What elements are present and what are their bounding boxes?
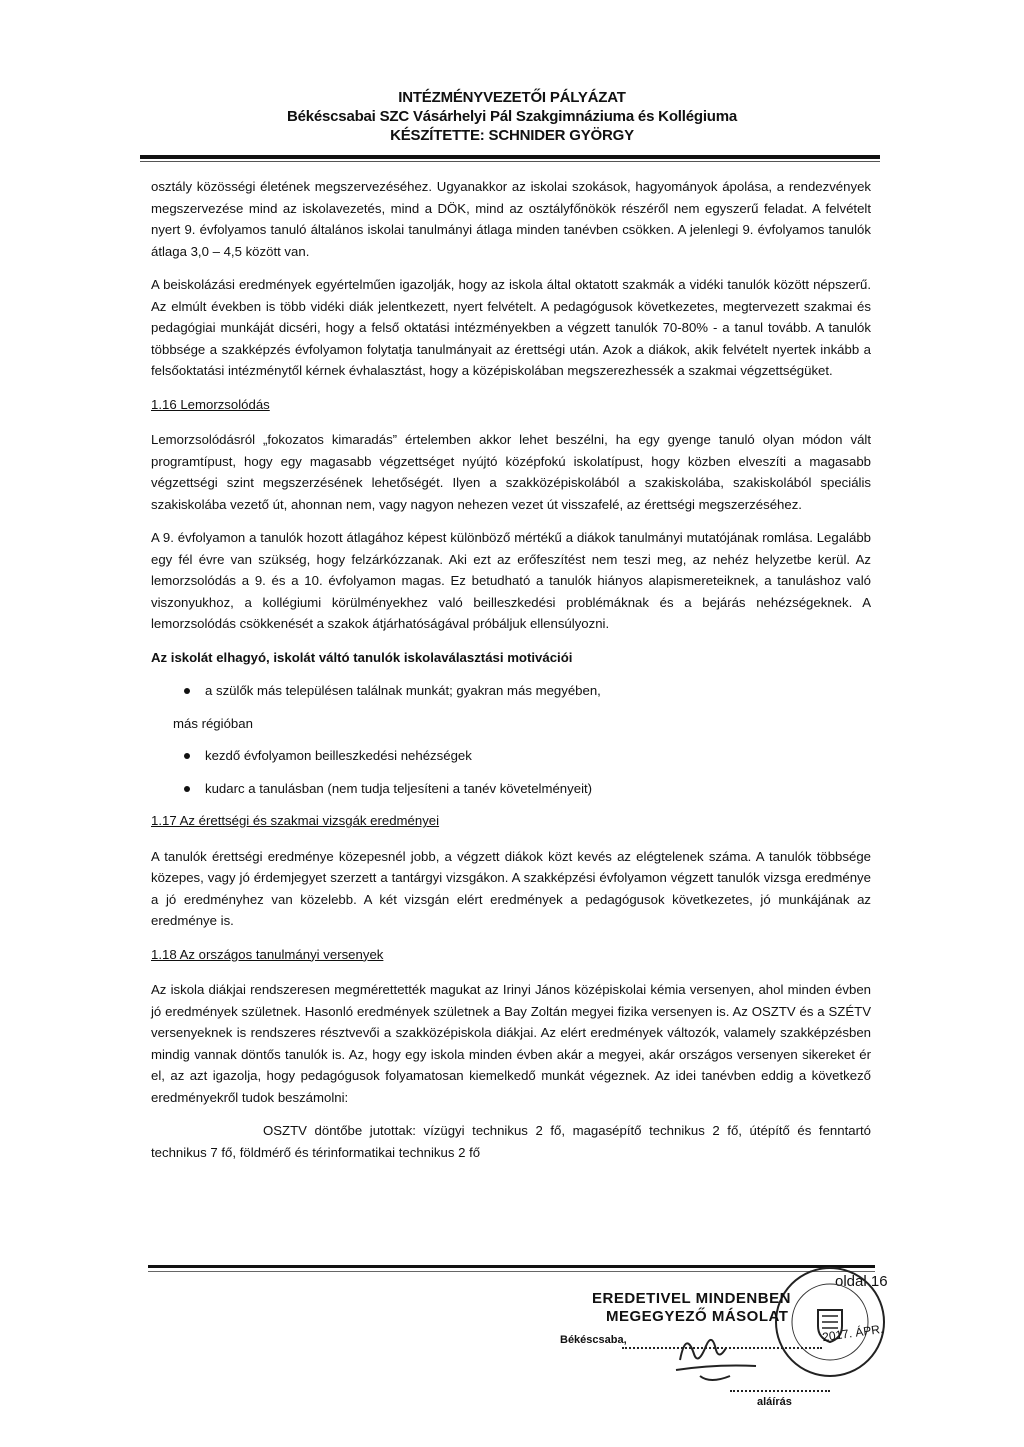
list-item-continuation bbox=[151, 713, 871, 735]
header-author: KÉSZÍTETTE: SCHNIDER GYÖRGY bbox=[390, 127, 634, 144]
footer-divider bbox=[148, 1265, 875, 1268]
stamp-city: Békéscsaba, bbox=[560, 1334, 627, 1346]
paragraph: A beiskolázási eredmények egyértelműen igazolják, hogy az iskola által oktatott szakmák a vidéki tanulók között népszerű. Az elmúlt években is több vidéki diák jelentkezett, nyert felvételt. A pedagógusok következetes, megtervezett szakmai és pedagógiai munkáját dicséri, hogy a felső oktatási intézményekben a végzett tanulók 70-80% - a tanul tovább. A tanulók többsége a szakképzés évfolyamon folytatja tanulmányait az érettségi után. Azok a diákok, akik felvételt nyertek inkább a felsőoktatási intézménytől kérnek évhalasztást, hogy a középiskolában megszerezhessék a szakmai végzettségüket. bbox=[151, 277, 871, 378]
bullet-icon bbox=[184, 786, 190, 792]
signature-label: aláírás bbox=[757, 1396, 792, 1408]
section-heading-1-18: 1.18 Az országos tanulmányi versenyek bbox=[151, 946, 384, 962]
stamp-line-1: EREDETIVEL MINDENBEN bbox=[592, 1290, 791, 1307]
paragraph: OSZTV döntőbe jutottak: vízügyi technikus 2 fő, magasépítő technikus 2 fő, útépítő és fenntartó technikus 7 fő, földmérő és térinformatikai technikus 2 fő bbox=[151, 1123, 871, 1160]
section-heading-1-17: 1.17 Az érettségi és szakmai vizsgák eredményei bbox=[151, 813, 440, 828]
stamp-line-2: MEGEGYEZŐ MÁSOLAT bbox=[606, 1308, 789, 1325]
footer-divider-thin bbox=[148, 1271, 875, 1272]
list-item-text: a szülők más településen találnak munkát; gyakran más megyében, bbox=[205, 683, 601, 698]
list-item-text: kudarc a tanulásban (nem tudja teljesíteni a tanév követelményeit) bbox=[205, 780, 593, 796]
list-item-text: más régióban bbox=[173, 715, 253, 731]
signature-dotted-line bbox=[730, 1390, 830, 1392]
header-divider-thin bbox=[140, 161, 880, 162]
motivation-list bbox=[151, 680, 871, 799]
list-item bbox=[151, 778, 871, 800]
document-header bbox=[0, 88, 1024, 145]
paragraph: Az iskola diákjai rendszeresen megmérettették magukat az Irinyi János középiskolai kémia versenyen, ahol minden évben jó eredmények születnek. Hasonló eredmények születnek a Bay Zoltán megyei fizika versenyen is. Az OSZTV és a SZÉTV versenyeknek is rendszeres résztvevői a szakközépiskola diákjai. Az elért eredmények változók, valamely szakképzésben mindig vannak döntős tanulók is. Az, hogy egy iskola minden évben akár a megyei, akár országos versenyen sikereket ér el, az azt igazolja, hogy pedagógusok folyamatosan kiemelkedő munkát végeznek. Az idei tanévben eddig a következő eredményekről tudok beszámolni: bbox=[151, 982, 871, 1105]
document-body bbox=[151, 176, 871, 1175]
list-item-text: kezdő évfolyamon beilleszkedési nehézségek bbox=[205, 748, 472, 763]
section-heading-1-16: 1.16 Lemorzsolódás bbox=[151, 396, 270, 412]
paragraph: Lemorzsolódásról „fokozatos kimaradás” értelemben akkor lehet beszélni, ha egy gyenge tanuló olyan módon vált programtípust, hogy egy magasabb végzettséget nyújtó középfokú iskolatípust, hogy közben elveszíti a magasabb végzettségi szint megszerzésének lehetőségét. Ilyen a szakközépiskolából a szakiskolába, szakiskolából speciális szakiskolába vezető út, ahonnan nem, vagy nagyon nehezen vezet út visszafelé, az érettségi megszerzéséhez. bbox=[151, 432, 871, 512]
header-title: INTÉZMÉNYVEZETŐI PÁLYÁZAT bbox=[398, 89, 626, 106]
header-divider bbox=[140, 155, 880, 159]
bullet-icon bbox=[184, 753, 190, 759]
paragraph: A tanulók érettségi eredménye közepesnél jobb, a végzett diákok közt kevés az elégtelenek száma. A tanulók többsége közepes, vagy jó érdemjegyet szerzett a tantárgyi vizsgákon. A szakképzési évfolyamon végzett tanulók vizsga eredménye a jó eredményhez van közelebb. A két vizsgán elért eredmények a pedagógusok következetes, jó munkájának az eredménye is. bbox=[151, 848, 871, 928]
list-item bbox=[151, 745, 871, 767]
bullet-icon bbox=[184, 688, 190, 694]
header-school: Békéscsabai SZC Vásárhelyi Pál Szakgimnáziuma és Kollégiuma bbox=[286, 108, 738, 125]
paragraph: A 9. évfolyamon a tanulók hozott átlagához képest különböző mértékű a diákok tanulmányi mutatójának romlása. Legalább egy fél évre van szükség, hogy felzárkózzanak. Aki ezt az erőfeszítést nem teszi meg, az nehéz helyzetbe kerül. Az lemorzsolódás a 9. és a 10. évfolyamon magas. Ez betudható a tanulók hiányos alapismereteiknek, a tanuláshoz való viszonyukhoz, a kollégiumi körülményekhez való beilleszkedési problémáknak és a bejárás nehézségeknek. A lemorzsolódás csökkenését a szakok átjárhatóságával próbáljuk ellensúlyozni. bbox=[151, 530, 871, 631]
paragraph: osztály közösségi életének megszervezéséhez. Ugyanakkor az iskolai szokások, hagyományok ápolása, a rendezvények megszervezése mind az iskolavezetés, mind a DÖK, mind az osztályfőnökök részéről nem egyszerű feladat. A felvételt nyert 9. évfolyamos tanuló általános iskolai tanulmányi átlaga minden tanévben csökken. A jelenlegi 9. évfolyamos tanulók átlaga 3,0 – 4,5 között van. bbox=[151, 179, 871, 259]
page-number: oldal 16 bbox=[835, 1273, 888, 1290]
stamp-date: 2017. ÁPR. bbox=[821, 1321, 885, 1345]
signature-icon bbox=[640, 1320, 770, 1390]
list-item bbox=[151, 680, 871, 702]
motivation-title: Az iskolát elhagyó, iskolát váltó tanulók iskolaválasztási motivációi bbox=[151, 649, 573, 665]
